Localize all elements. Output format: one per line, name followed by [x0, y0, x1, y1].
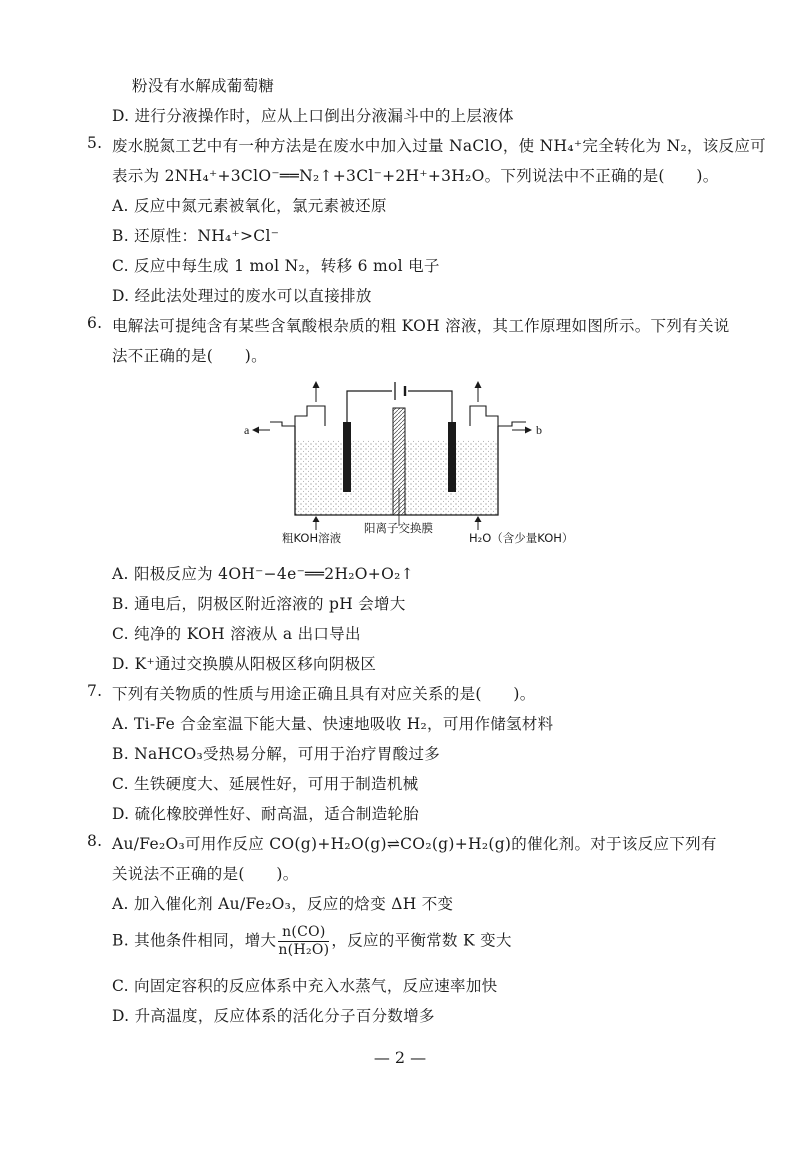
option-d: D. 硫化橡胶弹性好、耐高温，适合制造轮胎	[112, 805, 420, 823]
option-d: D. 升高温度，反应体系的活化分子百分数增多	[112, 1007, 435, 1025]
arrow-right-icon	[525, 427, 532, 434]
question-stem: Au/Fe₂O₃可用作反应 CO(g)+H₂O(g)⇌CO₂(g)+H₂(g)的催化剂。对于该反应下列有	[112, 835, 717, 853]
option-c: C. 生铁硬度大、延展性好，可用于制造机械	[112, 775, 419, 793]
membrane-label: 阳离子交换膜	[364, 521, 433, 535]
arrow-left-icon	[252, 427, 259, 434]
option-a: A. Ti-Fe 合金室温下能大量、快速地吸收 H₂，可用作储氢材料	[112, 715, 554, 733]
option-c: C. 纯净的 KOH 溶液从 a 出口导出	[112, 625, 361, 643]
question-number: 5.	[87, 134, 103, 152]
question-stem: 法不正确的是( )。	[112, 347, 267, 365]
option-b: B. NaHCO₃受热易分解，可用于治疗胃酸过多	[112, 745, 441, 763]
outlet-b-label: b	[536, 423, 542, 437]
fraction-denominator: n(H₂O)	[278, 942, 330, 958]
fraction-numerator: n(CO)	[278, 924, 329, 942]
right-feed-label: H₂O（含少量KOH）	[469, 531, 574, 545]
question-number: 6.	[87, 314, 103, 332]
left-feed-label: 粗KOH溶液	[282, 531, 342, 545]
question-stem: 下列有关物质的性质与用途正确且具有对应关系的是( )。	[112, 685, 536, 703]
ratio-fraction	[278, 924, 329, 959]
option-b-prefix: B. 其他条件相同，增大	[112, 931, 277, 950]
question-stem: 电解法可提纯含有某些含氧酸根杂质的粗 KOH 溶液，其工作原理如图所示。下列有关说	[112, 317, 730, 335]
electrolysis-cell-diagram	[244, 378, 590, 550]
option-d: D. 进行分液操作时，应从上口倒出分液漏斗中的上层液体	[112, 107, 514, 125]
question-stem: 废水脱氮工艺中有一种方法是在废水中加入过量 NaClO，使 NH₄⁺完全转化为 N₂，该反应可	[112, 137, 766, 155]
option-a: A. 阳极反应为 4OH⁻−4e⁻══2H₂O+O₂↑	[112, 565, 414, 583]
option-b-suffix: ，反应的平衡常数 K 变大	[331, 931, 512, 950]
outlet-a-label: a	[244, 423, 250, 437]
page-number: — 2 —	[373, 1048, 427, 1067]
option-b: B. 通电后，阴极区附近溶液的 pH 会增大	[112, 595, 406, 613]
arrow-up-icon	[475, 516, 482, 530]
option-d: D. K⁺通过交换膜从阳极区移向阴极区	[112, 655, 377, 673]
option-c: C. 反应中每生成 1 mol N₂，转移 6 mol 电子	[112, 257, 440, 275]
gas-outlet-right	[470, 406, 498, 426]
electrode-right	[448, 422, 456, 492]
option-b	[112, 924, 512, 959]
arrow-up-icon	[313, 516, 320, 530]
option-b: B. 还原性：NH₄⁺>Cl⁻	[112, 227, 280, 245]
outlet-a-pipe	[254, 422, 295, 430]
question-number: 7.	[87, 682, 103, 700]
arrow-up-icon	[475, 381, 482, 402]
question-stem: 表示为 2NH₄⁺+3ClO⁻══N₂↑+3Cl⁻+2H⁺+3H₂O。下列说法中不正确的是( )。	[112, 167, 719, 185]
battery-icon	[395, 382, 405, 400]
question-number: 8.	[87, 832, 103, 850]
gas-outlet-left	[295, 406, 325, 426]
option-a: A. 反应中氮元素被氧化，氯元素被还原	[112, 197, 387, 215]
option-a: A. 加入催化剂 Au/Fe₂O₃，反应的焓变 ΔH 不变	[112, 895, 454, 913]
electrode-left	[343, 422, 351, 492]
option-d: D. 经此法处理过的废水可以直接排放	[112, 287, 372, 305]
text-line: 粉没有水解成葡萄糖	[132, 77, 275, 95]
question-stem: 关说法不正确的是( )。	[112, 865, 299, 883]
option-c: C. 向固定容积的反应体系中充入水蒸气，反应速率加快	[112, 977, 498, 995]
arrow-up-icon	[313, 381, 320, 402]
